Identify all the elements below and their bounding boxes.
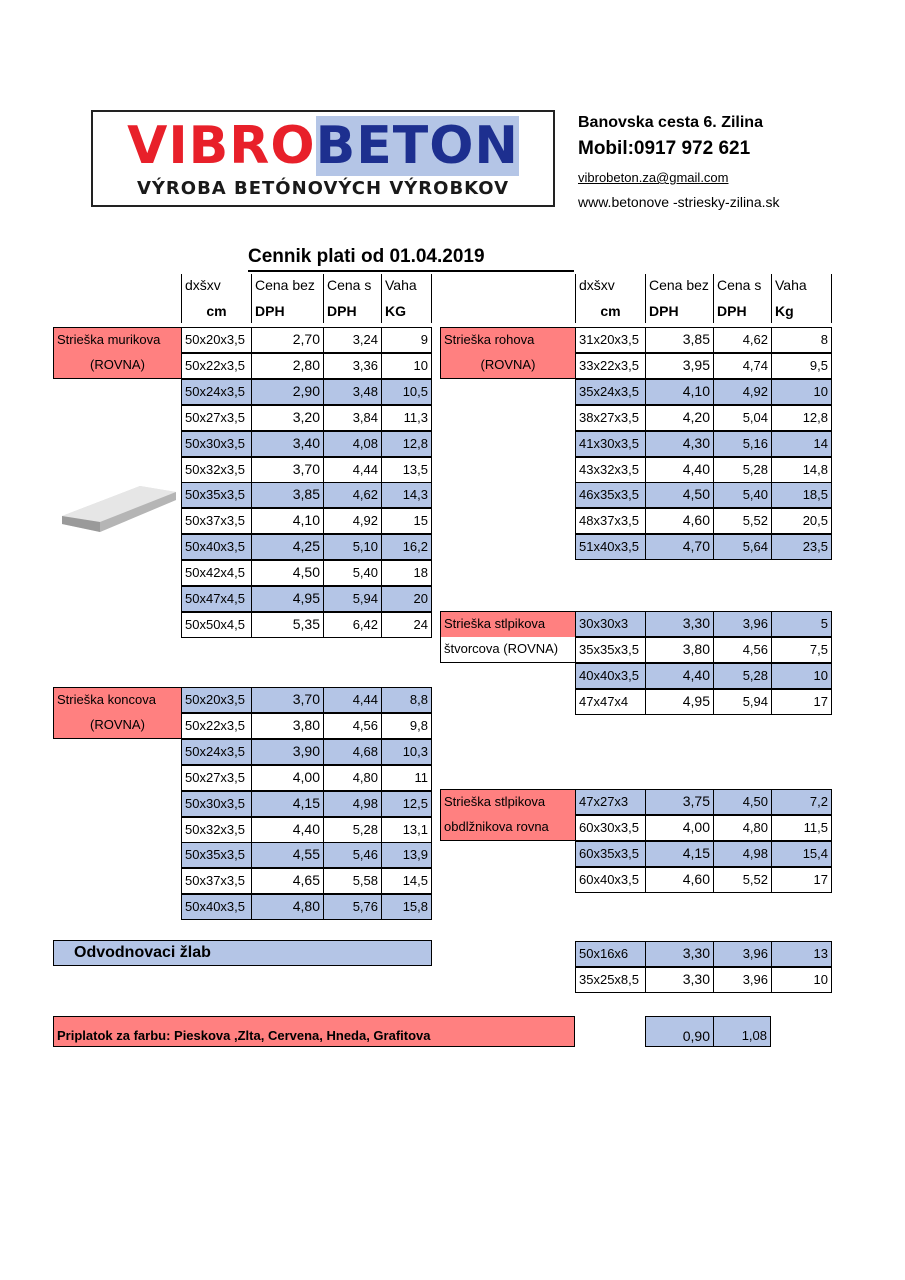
website: www.betonove -striesky-zilina.sk bbox=[578, 194, 780, 210]
koncova-row-7-col-2: 5,58 bbox=[323, 868, 381, 894]
koncova-row-2-col-2: 4,68 bbox=[323, 739, 381, 765]
murikova-row-9-col-2: 5,40 bbox=[323, 560, 381, 586]
koncova-row-0-col-2: 4,44 bbox=[323, 687, 381, 713]
rohova-row-6-col-2: 5,40 bbox=[713, 482, 771, 508]
rohova-row-4-col-3: 14 bbox=[771, 431, 832, 457]
logo-brand-beton: BETON bbox=[315, 116, 519, 176]
rohova-row-0-col-1: 3,85 bbox=[645, 327, 713, 353]
header-dim: dxšxv bbox=[181, 274, 251, 300]
rohova-row-7-col-0: 48x37x3,5 bbox=[575, 508, 645, 534]
logo-tagline: VÝROBA BETÓNOVÝCH VÝROBKOV bbox=[136, 178, 510, 199]
header-unit-price_w: DPH bbox=[713, 300, 771, 323]
rohova-row-1-col-0: 33x22x3,5 bbox=[575, 353, 645, 379]
rohova-row-8-col-2: 5,64 bbox=[713, 534, 771, 560]
murikova-row-1-col-2: 3,36 bbox=[323, 353, 381, 379]
murikova-row-2-col-2: 3,48 bbox=[323, 379, 381, 405]
stlpikova-row-3-col-3: 17 bbox=[771, 689, 832, 715]
rohova-row-2-col-1: 4,10 bbox=[645, 379, 713, 405]
murikova-row-3-col-0: 50x27x3,5 bbox=[181, 405, 251, 431]
koncova-row-3-col-0: 50x27x3,5 bbox=[181, 765, 251, 791]
header-price_wo: Cena bez bbox=[251, 274, 323, 300]
murikova-row-10-col-2: 5,94 bbox=[323, 586, 381, 612]
header-unit-weight: KG bbox=[381, 300, 432, 323]
rohova-row-4-col-0: 41x30x3,5 bbox=[575, 431, 645, 457]
murikova-row-5-col-3: 13,5 bbox=[381, 457, 432, 483]
murikova-label-2: (ROVNA) bbox=[53, 353, 181, 379]
rohova-row-5-col-2: 5,28 bbox=[713, 457, 771, 483]
koncova-row-4-col-3: 12,5 bbox=[381, 791, 432, 817]
rohova-row-3-col-1: 4,20 bbox=[645, 405, 713, 431]
koncova-row-8-col-3: 15,8 bbox=[381, 894, 432, 920]
rohova-row-4-col-1: 4,30 bbox=[645, 431, 713, 457]
rohova-label-1: Strieška rohova bbox=[440, 327, 575, 353]
koncova-row-5-col-1: 4,40 bbox=[251, 817, 323, 843]
obdl-row-3-col-1: 4,60 bbox=[645, 867, 713, 893]
rohova-row-6-col-0: 46x35x3,5 bbox=[575, 482, 645, 508]
rohova-row-3-col-3: 12,8 bbox=[771, 405, 832, 431]
murikova-row-11-col-1: 5,35 bbox=[251, 612, 323, 638]
murikova-row-9-col-0: 50x42x4,5 bbox=[181, 560, 251, 586]
stlpikova-label-1: Strieška stlpikova bbox=[440, 611, 575, 637]
murikova-row-3-col-1: 3,20 bbox=[251, 405, 323, 431]
obdl-row-1-col-2: 4,80 bbox=[713, 815, 771, 841]
murikova-row-2-col-3: 10,5 bbox=[381, 379, 432, 405]
priplatok-price-wo: 0,90 bbox=[645, 1016, 713, 1047]
koncova-row-2-col-3: 10,3 bbox=[381, 739, 432, 765]
stlpikova-label-2: štvorcova (ROVNA) bbox=[440, 637, 575, 663]
rohova-row-1-col-3: 9,5 bbox=[771, 353, 832, 379]
rohova-row-5-col-0: 43x32x3,5 bbox=[575, 457, 645, 483]
koncova-row-7-col-0: 50x37x3,5 bbox=[181, 868, 251, 894]
murikova-row-8-col-1: 4,25 bbox=[251, 534, 323, 560]
murikova-row-9-col-3: 18 bbox=[381, 560, 432, 586]
zlab-row-0-col-2: 3,96 bbox=[713, 941, 771, 967]
rohova-row-3-col-0: 38x27x3,5 bbox=[575, 405, 645, 431]
stlpikova-row-0-col-2: 3,96 bbox=[713, 611, 771, 637]
murikova-row-0-col-2: 3,24 bbox=[323, 327, 381, 353]
rohova-row-2-col-2: 4,92 bbox=[713, 379, 771, 405]
rohova-row-8-col-1: 4,70 bbox=[645, 534, 713, 560]
obdl-row-1-col-1: 4,00 bbox=[645, 815, 713, 841]
zlab-row-0-col-3: 13 bbox=[771, 941, 832, 967]
murikova-row-3-col-3: 11,3 bbox=[381, 405, 432, 431]
koncova-row-5-col-2: 5,28 bbox=[323, 817, 381, 843]
obdl-row-0-col-1: 3,75 bbox=[645, 789, 713, 815]
header-unit-dim: cm bbox=[575, 300, 645, 323]
company-logo bbox=[91, 110, 555, 207]
murikova-row-2-col-0: 50x24x3,5 bbox=[181, 379, 251, 405]
obdl-label-2: obdlžnikova rovna bbox=[440, 815, 575, 841]
murikova-row-10-col-1: 4,95 bbox=[251, 586, 323, 612]
rohova-row-5-col-3: 14,8 bbox=[771, 457, 832, 483]
logo-brand bbox=[93, 116, 553, 176]
address: Banovska cesta 6. Zilina bbox=[578, 114, 763, 131]
stlpikova-row-2-col-3: 10 bbox=[771, 663, 832, 689]
stlpikova-row-1-col-2: 4,56 bbox=[713, 637, 771, 663]
murikova-row-6-col-0: 50x35x3,5 bbox=[181, 482, 251, 508]
rohova-row-1-col-2: 4,74 bbox=[713, 353, 771, 379]
zlab-row-0-col-0: 50x16x6 bbox=[575, 941, 645, 967]
koncova-row-1-col-1: 3,80 bbox=[251, 713, 323, 739]
stlpikova-row-0-col-0: 30x30x3 bbox=[575, 611, 645, 637]
murikova-row-7-col-0: 50x37x3,5 bbox=[181, 508, 251, 534]
koncova-row-5-col-3: 13,1 bbox=[381, 817, 432, 843]
obdl-row-3-col-3: 17 bbox=[771, 867, 832, 893]
rohova-row-6-col-3: 18,5 bbox=[771, 482, 832, 508]
koncova-row-4-col-1: 4,15 bbox=[251, 791, 323, 817]
price-list-title: Cennik plati od 01.04.2019 bbox=[248, 246, 485, 267]
rohova-row-6-col-1: 4,50 bbox=[645, 482, 713, 508]
rohova-row-0-col-0: 31x20x3,5 bbox=[575, 327, 645, 353]
koncova-row-2-col-0: 50x24x3,5 bbox=[181, 739, 251, 765]
obdl-row-2-col-0: 60x35x3,5 bbox=[575, 841, 645, 867]
koncova-row-1-col-0: 50x22x3,5 bbox=[181, 713, 251, 739]
obdl-row-1-col-0: 60x30x3,5 bbox=[575, 815, 645, 841]
koncova-row-6-col-2: 5,46 bbox=[323, 842, 381, 868]
obdl-label-1: Strieška stlpikova bbox=[440, 789, 575, 815]
header-price_w: Cena s bbox=[323, 274, 381, 300]
koncova-row-3-col-2: 4,80 bbox=[323, 765, 381, 791]
header-price_w: Cena s bbox=[713, 274, 771, 300]
header-weight: Vaha bbox=[771, 274, 832, 300]
header-weight: Vaha bbox=[381, 274, 432, 300]
header-unit-price_wo: DPH bbox=[251, 300, 323, 323]
murikova-row-8-col-3: 16,2 bbox=[381, 534, 432, 560]
stlpikova-row-2-col-1: 4,40 bbox=[645, 663, 713, 689]
koncova-row-4-col-2: 4,98 bbox=[323, 791, 381, 817]
murikova-row-6-col-3: 14,3 bbox=[381, 482, 432, 508]
obdl-row-2-col-1: 4,15 bbox=[645, 841, 713, 867]
rohova-label-2: (ROVNA) bbox=[440, 353, 575, 379]
stlpikova-row-0-col-1: 3,30 bbox=[645, 611, 713, 637]
zlab-row-1-col-3: 10 bbox=[771, 967, 832, 993]
murikova-row-0-col-1: 2,70 bbox=[251, 327, 323, 353]
header-dim: dxšxv bbox=[575, 274, 645, 300]
stlpikova-row-1-col-0: 35x35x3,5 bbox=[575, 637, 645, 663]
murikova-row-7-col-3: 15 bbox=[381, 508, 432, 534]
murikova-row-11-col-0: 50x50x4,5 bbox=[181, 612, 251, 638]
obdl-row-2-col-2: 4,98 bbox=[713, 841, 771, 867]
rohova-row-8-col-0: 51x40x3,5 bbox=[575, 534, 645, 560]
koncova-row-3-col-3: 11 bbox=[381, 765, 432, 791]
koncova-row-0-col-1: 3,70 bbox=[251, 687, 323, 713]
murikova-row-6-col-2: 4,62 bbox=[323, 482, 381, 508]
stlpikova-row-0-col-3: 5 bbox=[771, 611, 832, 637]
obdl-row-0-col-3: 7,2 bbox=[771, 789, 832, 815]
stlpikova-row-1-col-3: 7,5 bbox=[771, 637, 832, 663]
stlpikova-row-3-col-2: 5,94 bbox=[713, 689, 771, 715]
stlpikova-row-3-col-0: 47x47x4 bbox=[575, 689, 645, 715]
koncova-row-3-col-1: 4,00 bbox=[251, 765, 323, 791]
murikova-row-5-col-2: 4,44 bbox=[323, 457, 381, 483]
koncova-row-1-col-3: 9,8 bbox=[381, 713, 432, 739]
murikova-row-1-col-3: 10 bbox=[381, 353, 432, 379]
murikova-row-4-col-0: 50x30x3,5 bbox=[181, 431, 251, 457]
koncova-label-2: (ROVNA) bbox=[53, 713, 181, 739]
koncova-row-6-col-0: 50x35x3,5 bbox=[181, 842, 251, 868]
priplatok-label: Priplatok za farbu: Pieskova ,Zlta, Cervena, Hneda, Grafitova bbox=[53, 1016, 575, 1047]
roof-cap-image bbox=[60, 482, 178, 534]
rohova-row-1-col-1: 3,95 bbox=[645, 353, 713, 379]
murikova-row-10-col-0: 50x47x4,5 bbox=[181, 586, 251, 612]
zlab-row-1-col-1: 3,30 bbox=[645, 967, 713, 993]
rohova-row-7-col-3: 20,5 bbox=[771, 508, 832, 534]
murikova-row-0-col-3: 9 bbox=[381, 327, 432, 353]
koncova-row-8-col-0: 50x40x3,5 bbox=[181, 894, 251, 920]
rohova-row-0-col-3: 8 bbox=[771, 327, 832, 353]
koncova-row-2-col-1: 3,90 bbox=[251, 739, 323, 765]
murikova-row-11-col-2: 6,42 bbox=[323, 612, 381, 638]
rohova-row-8-col-3: 23,5 bbox=[771, 534, 832, 560]
rohova-row-2-col-3: 10 bbox=[771, 379, 832, 405]
rohova-row-0-col-2: 4,62 bbox=[713, 327, 771, 353]
header-unit-price_wo: DPH bbox=[645, 300, 713, 323]
murikova-row-10-col-3: 20 bbox=[381, 586, 432, 612]
murikova-row-1-col-0: 50x22x3,5 bbox=[181, 353, 251, 379]
zlab-row-0-col-1: 3,30 bbox=[645, 941, 713, 967]
email-link[interactable]: vibrobeton.za@gmail.com bbox=[578, 170, 729, 185]
rohova-row-4-col-2: 5,16 bbox=[713, 431, 771, 457]
murikova-row-4-col-3: 12,8 bbox=[381, 431, 432, 457]
murikova-row-7-col-1: 4,10 bbox=[251, 508, 323, 534]
murikova-row-11-col-3: 24 bbox=[381, 612, 432, 638]
koncova-row-6-col-1: 4,55 bbox=[251, 842, 323, 868]
obdl-row-3-col-0: 60x40x3,5 bbox=[575, 867, 645, 893]
murikova-row-9-col-1: 4,50 bbox=[251, 560, 323, 586]
obdl-row-0-col-0: 47x27x3 bbox=[575, 789, 645, 815]
murikova-row-4-col-1: 3,40 bbox=[251, 431, 323, 457]
koncova-label-1: Strieška koncova bbox=[53, 687, 181, 713]
murikova-row-6-col-1: 3,85 bbox=[251, 482, 323, 508]
murikova-row-8-col-0: 50x40x3,5 bbox=[181, 534, 251, 560]
koncova-row-7-col-3: 14,5 bbox=[381, 868, 432, 894]
phone: Mobil:0917 972 621 bbox=[578, 138, 751, 159]
zlab-label: Odvodnovaci žlab bbox=[53, 940, 432, 966]
zlab-row-1-col-0: 35x25x8,5 bbox=[575, 967, 645, 993]
obdl-row-0-col-2: 4,50 bbox=[713, 789, 771, 815]
koncova-row-1-col-2: 4,56 bbox=[323, 713, 381, 739]
murikova-label-1: Strieška murikova bbox=[53, 327, 181, 353]
rohova-row-7-col-2: 5,52 bbox=[713, 508, 771, 534]
koncova-row-6-col-3: 13,9 bbox=[381, 842, 432, 868]
obdl-row-1-col-3: 11,5 bbox=[771, 815, 832, 841]
murikova-row-7-col-2: 4,92 bbox=[323, 508, 381, 534]
rohova-row-3-col-2: 5,04 bbox=[713, 405, 771, 431]
stlpikova-row-1-col-1: 3,80 bbox=[645, 637, 713, 663]
header-unit-price_w: DPH bbox=[323, 300, 381, 323]
murikova-row-2-col-1: 2,90 bbox=[251, 379, 323, 405]
obdl-row-2-col-3: 15,4 bbox=[771, 841, 832, 867]
koncova-row-5-col-0: 50x32x3,5 bbox=[181, 817, 251, 843]
logo-brand-vibro: VIBRO bbox=[127, 116, 316, 176]
stlpikova-row-3-col-1: 4,95 bbox=[645, 689, 713, 715]
zlab-row-1-col-2: 3,96 bbox=[713, 967, 771, 993]
stlpikova-row-2-col-2: 5,28 bbox=[713, 663, 771, 689]
murikova-row-1-col-1: 2,80 bbox=[251, 353, 323, 379]
murikova-row-5-col-0: 50x32x3,5 bbox=[181, 457, 251, 483]
murikova-row-8-col-2: 5,10 bbox=[323, 534, 381, 560]
murikova-row-4-col-2: 4,08 bbox=[323, 431, 381, 457]
koncova-row-7-col-1: 4,65 bbox=[251, 868, 323, 894]
koncova-row-4-col-0: 50x30x3,5 bbox=[181, 791, 251, 817]
koncova-row-0-col-3: 8,8 bbox=[381, 687, 432, 713]
priplatok-price-w: 1,08 bbox=[713, 1016, 771, 1047]
koncova-row-8-col-2: 5,76 bbox=[323, 894, 381, 920]
obdl-row-3-col-2: 5,52 bbox=[713, 867, 771, 893]
rohova-row-7-col-1: 4,60 bbox=[645, 508, 713, 534]
rohova-row-5-col-1: 4,40 bbox=[645, 457, 713, 483]
murikova-row-0-col-0: 50x20x3,5 bbox=[181, 327, 251, 353]
header-price_wo: Cena bez bbox=[645, 274, 713, 300]
rohova-row-2-col-0: 35x24x3,5 bbox=[575, 379, 645, 405]
title-rule bbox=[248, 270, 574, 272]
murikova-row-5-col-1: 3,70 bbox=[251, 457, 323, 483]
koncova-row-8-col-1: 4,80 bbox=[251, 894, 323, 920]
stlpikova-row-2-col-0: 40x40x3,5 bbox=[575, 663, 645, 689]
header-unit-weight: Kg bbox=[771, 300, 832, 323]
murikova-row-3-col-2: 3,84 bbox=[323, 405, 381, 431]
header-unit-dim: cm bbox=[181, 300, 251, 323]
koncova-row-0-col-0: 50x20x3,5 bbox=[181, 687, 251, 713]
